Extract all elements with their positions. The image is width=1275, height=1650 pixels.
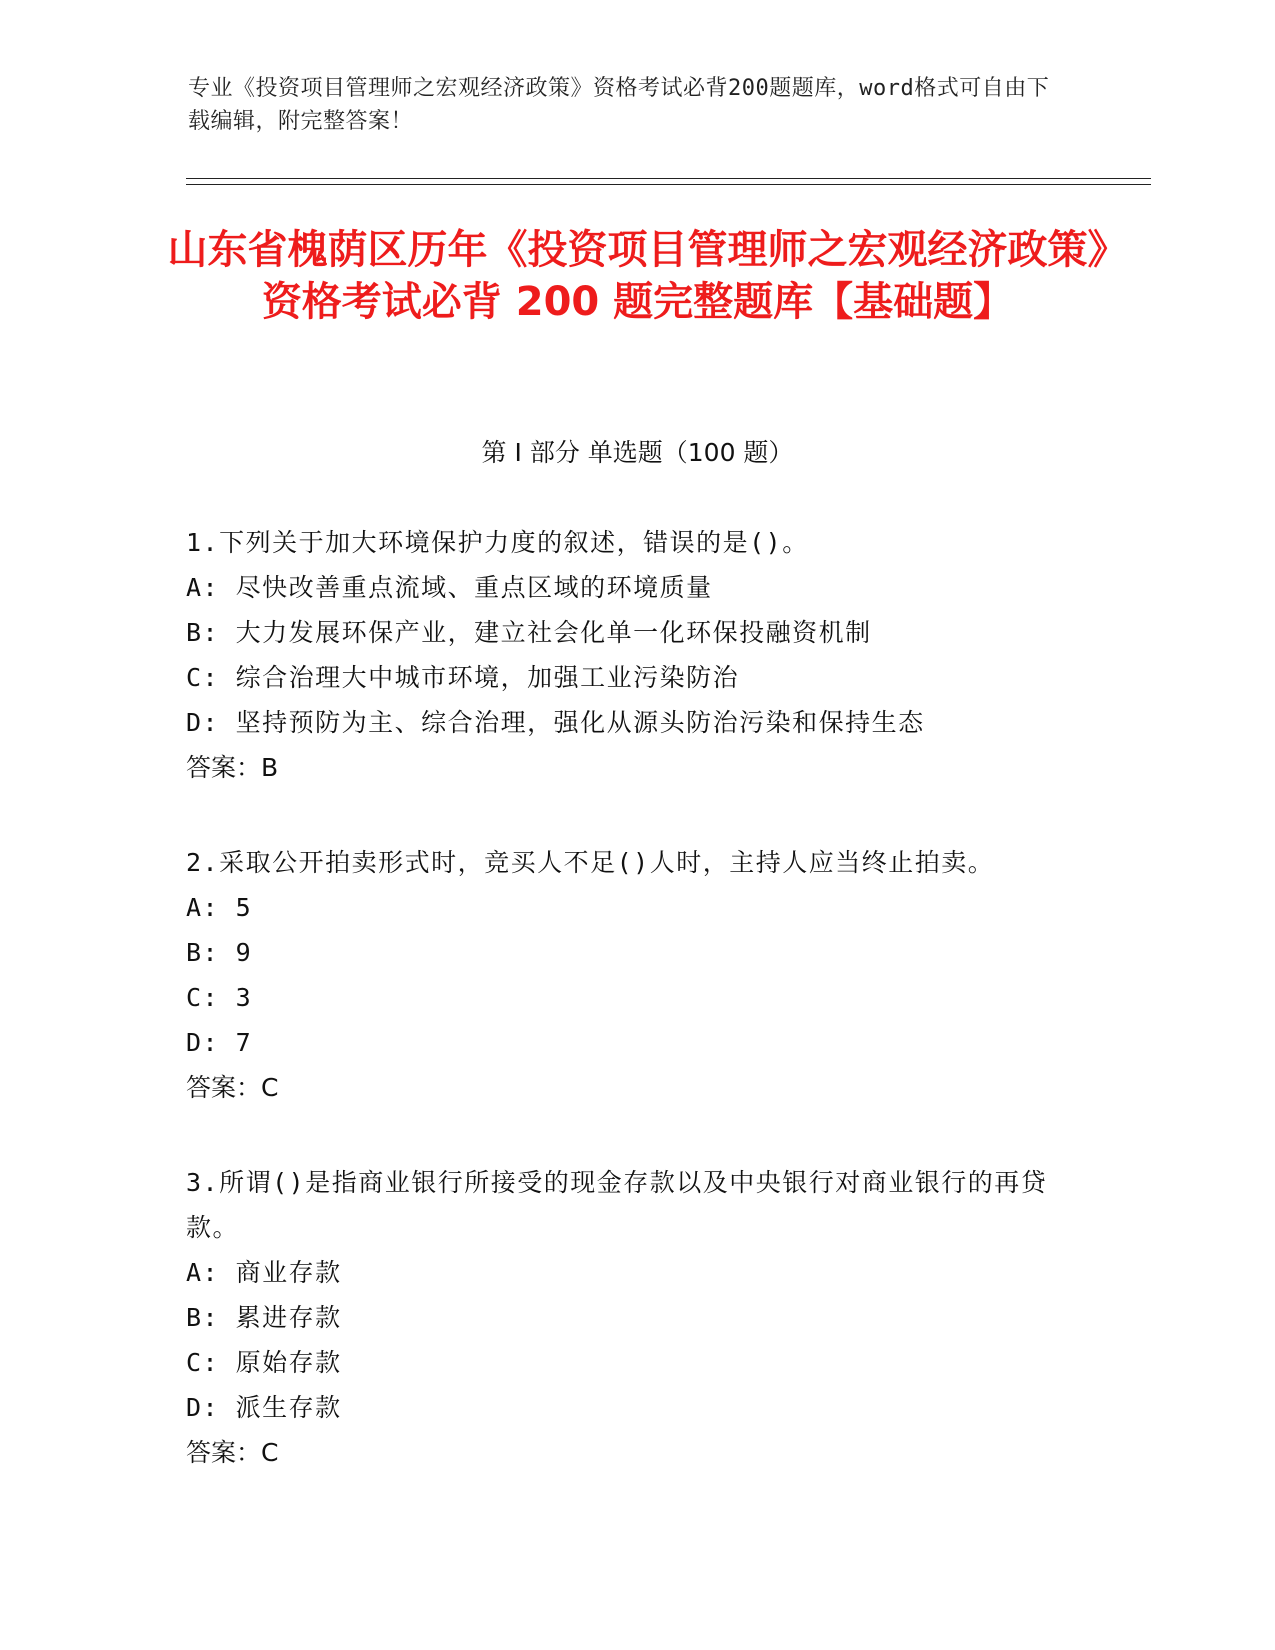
option-c: C: 原始存款: [186, 1348, 342, 1377]
option-b: B: 9: [186, 938, 253, 967]
document-title: 山东省槐荫区历年《投资项目管理师之宏观经济政策》资格考试必背 200 题完整题库【基础题】: [167, 227, 1108, 325]
option-b: B: 大力发展环保产业，建立社会化单一化环保投融资机制: [186, 618, 872, 647]
answer: 答案：B: [186, 753, 279, 782]
option-a: A: 尽快改善重点流域、重点区域的环境质量: [186, 573, 713, 602]
header-note: 专业《投资项目管理师之宏观经济政策》资格考试必背200题题库，word格式可自由下载编辑，附完整答案！: [188, 76, 1050, 134]
option-a: A: 商业存款: [186, 1258, 342, 1287]
answer: 答案：C: [186, 1438, 279, 1467]
option-b: B: 累进存款: [186, 1303, 342, 1332]
option-d: D: 7: [186, 1028, 253, 1057]
option-c: C: 3: [186, 983, 253, 1012]
header-divider-bottom: [186, 184, 1151, 185]
question-stem: 1.下列关于加大环境保护力度的叙述，错误的是()。: [186, 528, 809, 557]
option-c: C: 综合治理大中城市环境，加强工业污染防治: [186, 663, 740, 692]
answer: 答案：C: [186, 1073, 279, 1102]
question-stem: 3.所谓()是指商业银行所接受的现金存款以及中央银行对商业银行的再贷款。: [186, 1168, 1048, 1242]
option-d: D: 派生存款: [186, 1393, 342, 1422]
option-d: D: 坚持预防为主、综合治理，强化从源头防治污染和保持生态: [186, 708, 925, 737]
option-a: A: 5: [186, 893, 253, 922]
question-list: [186, 520, 1076, 1525]
question-1: [186, 520, 1076, 790]
question-3: [186, 1160, 1076, 1475]
question-stem: 2.采取公开拍卖形式时，竞买人不足()人时，主持人应当终止拍卖。: [186, 848, 995, 877]
section-title: 第 I 部分 单选题（100 题）: [481, 438, 794, 467]
question-2: [186, 840, 1076, 1110]
header-divider-top: [186, 178, 1151, 179]
